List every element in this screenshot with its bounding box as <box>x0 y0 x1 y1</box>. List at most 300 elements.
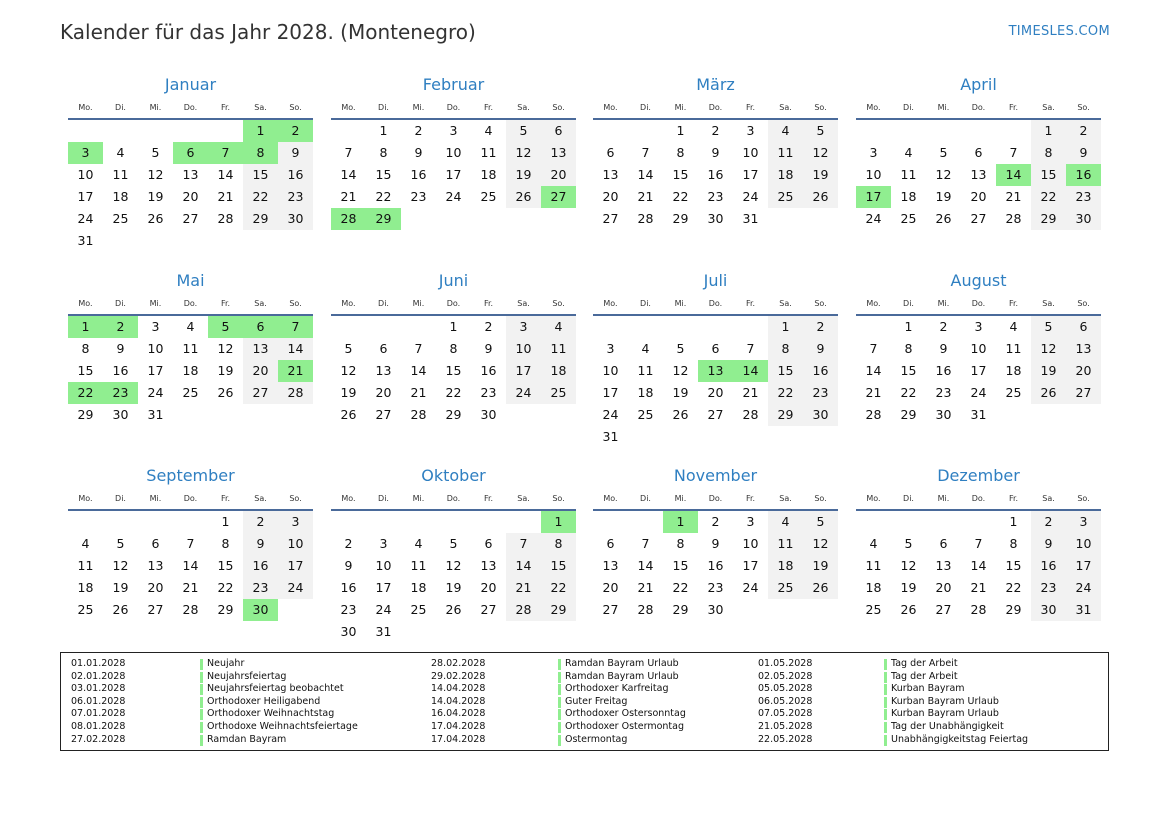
holiday-day-cell: 2 <box>103 316 138 338</box>
weekday-label: Sa. <box>517 299 530 308</box>
day-cell: 8 <box>221 536 230 551</box>
holiday-day-cell: 3 <box>68 142 103 164</box>
legend-item <box>431 658 761 671</box>
weekday-label: Do. <box>183 494 198 503</box>
weekday-label: Do. <box>971 494 986 503</box>
day-cell: 31 <box>1066 599 1101 621</box>
weekday-header <box>593 292 838 316</box>
legend-holiday-name: Tag der Arbeit <box>891 658 958 669</box>
day-cell: 17 <box>77 189 94 204</box>
day-cell: 29 <box>768 404 803 426</box>
day-cell: 27 <box>480 602 497 617</box>
empty-cell <box>401 511 436 533</box>
day-cell: 6 <box>974 145 983 160</box>
month-name: Februar <box>422 75 485 94</box>
holiday-color-marker <box>200 684 203 695</box>
weekday-label: Fr. <box>483 299 494 308</box>
weekday-label: Sa. <box>779 299 792 308</box>
day-cell: 29 <box>243 208 278 230</box>
day-cell: 16 <box>410 167 427 182</box>
day-cell: 4 <box>81 536 90 551</box>
day-cell: 5 <box>939 145 948 160</box>
day-cell: 20 <box>935 580 952 595</box>
day-cell: 25 <box>1005 385 1022 400</box>
day-cell: 17 <box>506 360 541 382</box>
weekday-label: Mi. <box>674 299 687 308</box>
day-cell: 31 <box>77 233 94 248</box>
day-cell: 25 <box>768 577 803 599</box>
weekday-label: Fr. <box>745 494 756 503</box>
day-cell: 8 <box>768 338 803 360</box>
legend-item <box>431 683 761 696</box>
day-cell: 16 <box>707 558 724 573</box>
month-block <box>331 74 576 230</box>
day-cell: 23 <box>935 385 952 400</box>
day-cell: 11 <box>900 167 917 182</box>
day-cell: 8 <box>81 341 90 356</box>
day-cell: 22 <box>217 580 234 595</box>
day-cell: 14 <box>506 555 541 577</box>
weekday-label: Mo. <box>603 299 618 308</box>
month-block <box>593 465 838 621</box>
day-cell: 30 <box>1066 208 1101 230</box>
legend-column <box>431 658 761 746</box>
holiday-day-cell: 14 <box>996 164 1031 186</box>
weekday-label: So. <box>1077 299 1090 308</box>
weekday-label: Di. <box>115 299 126 308</box>
day-cell: 17 <box>970 363 987 378</box>
empty-cell <box>733 316 768 338</box>
day-cell: 4 <box>904 145 913 160</box>
legend-date: 02.01.2028 <box>71 670 126 682</box>
day-cell: 20 <box>182 189 199 204</box>
day-cell: 22 <box>900 385 917 400</box>
day-cell: 25 <box>541 382 576 404</box>
weekday-label: Do. <box>708 103 723 112</box>
day-cell: 20 <box>375 385 392 400</box>
day-cell: 11 <box>637 363 654 378</box>
day-cell: 5 <box>1031 316 1066 338</box>
legend-item <box>758 671 1088 684</box>
legend-date: 22.05.2028 <box>758 733 813 745</box>
weekday-header <box>331 96 576 120</box>
day-cell: 5 <box>803 120 838 142</box>
weekday-label: Mo. <box>78 494 93 503</box>
day-cell: 26 <box>112 602 129 617</box>
day-cell: 7 <box>641 145 650 160</box>
day-cell: 8 <box>379 145 388 160</box>
legend-item <box>71 683 401 696</box>
day-cell: 25 <box>112 211 129 226</box>
weekday-label: Mo. <box>78 299 93 308</box>
day-cell: 14 <box>217 167 234 182</box>
day-cell: 17 <box>375 580 392 595</box>
day-cell: 23 <box>707 580 724 595</box>
legend-holiday-name: Ostermontag <box>565 733 628 745</box>
day-cell: 13 <box>602 167 619 182</box>
day-cell: 30 <box>1031 599 1066 621</box>
day-cell: 10 <box>445 145 462 160</box>
holiday-color-marker <box>558 672 561 683</box>
day-cell: 18 <box>865 580 882 595</box>
day-cell: 10 <box>375 558 392 573</box>
weekday-label: Do. <box>446 103 461 112</box>
day-cell: 15 <box>243 164 278 186</box>
weekday-label: Sa. <box>1042 103 1055 112</box>
day-cell: 7 <box>869 341 878 356</box>
day-cell: 21 <box>340 189 357 204</box>
legend-holiday-name: Neujahrsfeiertag <box>207 670 287 682</box>
day-cell: 10 <box>865 167 882 182</box>
empty-cell <box>401 316 436 338</box>
holiday-day-cell: 7 <box>208 142 243 164</box>
day-cell: 9 <box>711 145 720 160</box>
day-cell: 3 <box>974 319 983 334</box>
day-cell: 29 <box>1005 602 1022 617</box>
day-cell: 30 <box>340 624 357 639</box>
day-cell: 29 <box>217 602 234 617</box>
day-grid <box>856 316 1101 426</box>
weekday-label: Mo. <box>341 103 356 112</box>
day-cell: 13 <box>1066 338 1101 360</box>
weekday-label: Mo. <box>866 494 881 503</box>
day-cell: 2 <box>484 319 493 334</box>
legend-holiday-name: Orthodoxer Heiligabend <box>207 695 321 707</box>
brand-link[interactable]: TIMESLES.COM <box>1008 24 1110 39</box>
day-cell: 11 <box>77 558 94 573</box>
weekday-header <box>856 96 1101 120</box>
weekday-label: Di. <box>378 103 389 112</box>
day-cell: 3 <box>746 514 755 529</box>
legend-item <box>71 708 401 721</box>
day-cell: 17 <box>1066 555 1101 577</box>
weekday-label: So. <box>289 103 302 112</box>
legend-date: 08.01.2028 <box>71 720 126 732</box>
day-cell: 6 <box>151 536 160 551</box>
legend-holiday-name: Guter Freitag <box>565 695 628 707</box>
legend-date: 06.05.2028 <box>758 695 813 707</box>
holiday-color-marker <box>884 709 887 720</box>
day-cell: 27 <box>243 382 278 404</box>
day-cell: 19 <box>147 189 164 204</box>
weekday-label: Sa. <box>517 494 530 503</box>
day-cell: 13 <box>935 558 952 573</box>
day-cell: 14 <box>637 167 654 182</box>
legend-holiday-name: Orthodoxer Karfreitag <box>565 683 669 695</box>
legend-date: 01.01.2028 <box>71 658 126 669</box>
day-cell: 16 <box>707 167 724 182</box>
month-name: April <box>960 75 997 94</box>
day-cell: 20 <box>1066 360 1101 382</box>
day-cell: 27 <box>602 602 619 617</box>
day-cell: 30 <box>803 404 838 426</box>
holiday-color-marker <box>200 697 203 708</box>
weekday-label: Fr. <box>1008 103 1019 112</box>
weekday-label: Mo. <box>866 299 881 308</box>
day-cell: 22 <box>672 189 689 204</box>
legend-holiday-name: Unabhängigkeitstag Feiertag <box>891 733 1029 745</box>
holiday-color-marker <box>558 684 561 695</box>
legend-holiday-name: Ramdan Bayram <box>207 733 287 745</box>
weekday-label: Do. <box>446 494 461 503</box>
day-cell: 15 <box>672 167 689 182</box>
day-cell: 21 <box>970 580 987 595</box>
legend-date: 05.05.2028 <box>758 683 813 695</box>
day-grid <box>68 316 313 426</box>
day-cell: 14 <box>340 167 357 182</box>
holiday-day-cell: 14 <box>733 360 768 382</box>
day-cell: 10 <box>1066 533 1101 555</box>
day-cell: 24 <box>865 211 882 226</box>
day-cell: 12 <box>672 363 689 378</box>
day-cell: 7 <box>186 536 195 551</box>
day-cell: 18 <box>182 363 199 378</box>
month-block <box>68 465 313 621</box>
day-cell: 3 <box>1066 511 1101 533</box>
day-cell: 4 <box>116 145 125 160</box>
day-cell: 29 <box>1031 208 1066 230</box>
weekday-label: Do. <box>446 299 461 308</box>
day-cell: 20 <box>480 580 497 595</box>
day-cell: 21 <box>637 189 654 204</box>
day-cell: 19 <box>935 189 952 204</box>
month-name: Oktober <box>421 466 486 485</box>
legend-date: 14.04.2028 <box>431 683 486 695</box>
day-cell: 10 <box>506 338 541 360</box>
day-cell: 7 <box>1009 145 1018 160</box>
day-cell: 13 <box>147 558 164 573</box>
day-cell: 6 <box>939 536 948 551</box>
day-cell: 29 <box>900 407 917 422</box>
holiday-color-marker <box>558 659 561 670</box>
day-cell: 25 <box>865 602 882 617</box>
holiday-day-cell: 6 <box>173 142 208 164</box>
month-block <box>856 465 1101 621</box>
weekday-label: Sa. <box>254 494 267 503</box>
empty-cell <box>593 120 628 142</box>
day-cell: 17 <box>602 385 619 400</box>
day-cell: 21 <box>182 580 199 595</box>
day-grid <box>68 120 313 252</box>
day-cell: 5 <box>676 341 685 356</box>
holiday-day-cell: 27 <box>541 186 576 208</box>
day-cell: 27 <box>970 211 987 226</box>
day-cell: 3 <box>869 145 878 160</box>
day-cell: 16 <box>112 363 129 378</box>
month-block <box>856 74 1101 230</box>
legend-date: 02.05.2028 <box>758 670 813 682</box>
weekday-header <box>331 292 576 316</box>
day-cell: 9 <box>243 533 278 555</box>
day-cell: 28 <box>970 602 987 617</box>
weekday-label: So. <box>814 299 827 308</box>
day-cell: 11 <box>541 338 576 360</box>
day-grid <box>856 120 1101 230</box>
weekday-label: Mi. <box>937 299 950 308</box>
day-cell: 8 <box>1031 142 1066 164</box>
day-cell: 30 <box>112 407 129 422</box>
empty-cell <box>891 511 926 533</box>
holiday-color-marker <box>884 735 887 746</box>
legend-date: 21.05.2028 <box>758 720 813 732</box>
holiday-color-marker <box>558 722 561 733</box>
day-cell: 18 <box>768 555 803 577</box>
weekday-label: Fr. <box>220 494 231 503</box>
empty-cell <box>628 511 663 533</box>
day-cell: 21 <box>637 580 654 595</box>
day-cell: 23 <box>480 385 497 400</box>
day-cell: 3 <box>606 341 615 356</box>
holiday-day-cell: 17 <box>856 186 891 208</box>
legend-item <box>431 721 761 734</box>
legend-item <box>758 708 1088 721</box>
weekday-header <box>856 292 1101 316</box>
day-cell: 7 <box>344 145 353 160</box>
empty-cell <box>996 120 1031 142</box>
empty-cell <box>68 511 103 533</box>
day-cell: 10 <box>147 341 164 356</box>
empty-cell <box>856 120 891 142</box>
day-cell: 20 <box>602 189 619 204</box>
legend-date: 17.04.2028 <box>431 720 486 732</box>
day-cell: 19 <box>445 580 462 595</box>
day-cell: 17 <box>742 558 759 573</box>
day-cell: 13 <box>243 338 278 360</box>
day-cell: 23 <box>278 186 313 208</box>
holiday-color-marker <box>884 722 887 733</box>
day-cell: 9 <box>414 145 423 160</box>
month-block <box>68 74 313 252</box>
day-cell: 5 <box>449 536 458 551</box>
day-cell: 25 <box>480 189 497 204</box>
weekday-label: Di. <box>640 299 651 308</box>
holiday-legend <box>60 652 1109 751</box>
day-cell: 28 <box>637 602 654 617</box>
legend-item <box>71 696 401 709</box>
day-cell: 1 <box>221 514 230 529</box>
day-cell: 11 <box>480 145 497 160</box>
day-cell: 29 <box>672 602 689 617</box>
day-cell: 6 <box>1066 316 1101 338</box>
day-cell: 4 <box>541 316 576 338</box>
day-cell: 4 <box>768 120 803 142</box>
empty-cell <box>628 316 663 338</box>
day-cell: 28 <box>742 407 759 422</box>
holiday-day-cell: 7 <box>278 316 313 338</box>
day-cell: 2 <box>1066 120 1101 142</box>
empty-cell <box>138 511 173 533</box>
legend-holiday-name: Orthodoxer Weihnachtstag <box>207 708 335 720</box>
month-block <box>856 270 1101 426</box>
legend-item <box>431 708 761 721</box>
day-cell: 25 <box>900 211 917 226</box>
day-cell: 22 <box>768 382 803 404</box>
day-cell: 4 <box>186 319 195 334</box>
day-cell: 27 <box>707 407 724 422</box>
day-cell: 18 <box>410 580 427 595</box>
holiday-day-cell: 22 <box>68 382 103 404</box>
holiday-color-marker <box>884 659 887 670</box>
day-cell: 24 <box>147 385 164 400</box>
day-cell: 6 <box>606 145 615 160</box>
legend-date: 03.01.2028 <box>71 683 126 695</box>
legend-item <box>758 734 1088 747</box>
page-title: Kalender für das Jahr 2028. (Montenegro) <box>60 20 476 44</box>
day-cell: 10 <box>77 167 94 182</box>
day-grid <box>593 120 838 230</box>
weekday-label: Do. <box>971 103 986 112</box>
day-cell: 7 <box>746 341 755 356</box>
day-cell: 7 <box>641 536 650 551</box>
day-cell: 19 <box>803 164 838 186</box>
day-cell: 5 <box>151 145 160 160</box>
day-cell: 2 <box>243 511 278 533</box>
weekday-label: Do. <box>183 299 198 308</box>
legend-column <box>758 658 1088 746</box>
day-cell: 25 <box>410 602 427 617</box>
day-cell: 10 <box>602 363 619 378</box>
day-cell: 23 <box>707 189 724 204</box>
empty-cell <box>593 511 628 533</box>
legend-date: 17.04.2028 <box>431 733 486 745</box>
legend-date: 14.04.2028 <box>431 695 486 707</box>
month-block <box>593 74 838 230</box>
day-cell: 3 <box>379 536 388 551</box>
legend-date: 06.01.2028 <box>71 695 126 707</box>
weekday-label: So. <box>814 494 827 503</box>
empty-cell <box>856 316 891 338</box>
day-cell: 1 <box>379 123 388 138</box>
month-name: Dezember <box>937 466 1020 485</box>
day-cell: 23 <box>1031 577 1066 599</box>
weekday-label: Mi. <box>149 494 162 503</box>
day-cell: 15 <box>1005 558 1022 573</box>
day-cell: 10 <box>742 145 759 160</box>
legend-item <box>71 734 401 747</box>
day-cell: 14 <box>865 363 882 378</box>
day-cell: 16 <box>1031 555 1066 577</box>
day-cell: 27 <box>1066 382 1101 404</box>
empty-cell <box>331 511 366 533</box>
weekday-label: Mi. <box>412 103 425 112</box>
holiday-day-cell: 2 <box>278 120 313 142</box>
day-cell: 3 <box>278 511 313 533</box>
day-cell: 24 <box>506 382 541 404</box>
weekday-label: Mi. <box>412 494 425 503</box>
empty-cell <box>593 316 628 338</box>
day-cell: 1 <box>1009 514 1018 529</box>
day-cell: 19 <box>217 363 234 378</box>
day-cell: 18 <box>480 167 497 182</box>
day-cell: 30 <box>707 211 724 226</box>
weekday-label: Di. <box>115 494 126 503</box>
weekday-label: Sa. <box>517 103 530 112</box>
holiday-day-cell: 28 <box>331 208 366 230</box>
day-cell: 18 <box>1005 363 1022 378</box>
day-cell: 22 <box>445 385 462 400</box>
day-cell: 9 <box>344 558 353 573</box>
holiday-day-cell: 1 <box>541 511 576 533</box>
day-cell: 14 <box>637 558 654 573</box>
day-cell: 22 <box>243 186 278 208</box>
day-cell: 4 <box>414 536 423 551</box>
day-cell: 26 <box>1031 382 1066 404</box>
day-cell: 24 <box>375 602 392 617</box>
day-cell: 19 <box>672 385 689 400</box>
holiday-day-cell: 8 <box>243 142 278 164</box>
legend-date: 07.05.2028 <box>758 708 813 720</box>
day-cell: 25 <box>637 407 654 422</box>
